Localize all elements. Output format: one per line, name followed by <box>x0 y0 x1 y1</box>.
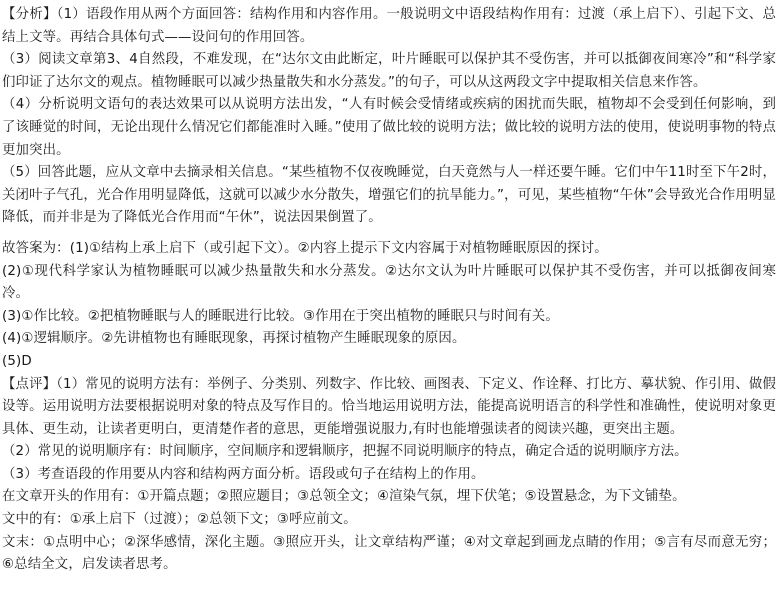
section-gap <box>2 230 776 238</box>
analysis-line-1: （1）语段作用从两个方面回答：结构作用和内容作用。一般说明文中语段结构作用有：过渡（承上启下）、引起下文、总结上文等。再结合具体句式——设问句的作用回答。 <box>2 7 776 45</box>
comment-paragraph-6: 文末：①点明中心；②深华感情，深化主题。③照应开头，让文章结构严谨；④对文章起到画龙点睛的作用；⑤言有尽而意无穷；⑥总结全文，启发读者思考。 <box>2 534 776 573</box>
comment-paragraph-5: 文中的有：①承上启下（过渡）；②总领下文；③呼应前文。 <box>2 512 357 528</box>
analysis-paragraph-4: （4）分析说明文语句的表达效果可以从说明方法出发，“人有时候会受情绪或疾病的困扰而失眠，植物却不会受到任何影响，到了该睡觉的时间，无论出现什么情况它们都能准时入睡。”使用了做比较的说明方法；做比较的说明方法的使用，使说明事物的特点更加突出。 <box>2 97 776 158</box>
answer-line-1: 故答案为：(1)①结构上承上启下（或引起下文）。②内容上提示下文内容属于对植物睡眠原因的探讨。 <box>2 240 608 256</box>
analysis-heading: 【分析】 <box>2 7 57 22</box>
comment-paragraph-3: （3）考查语段的作用要从内容和结构两方面分析。语段或句子在结构上的作用。 <box>2 466 485 482</box>
comment-paragraph-4: 在文章开头的作用有：①开篇点题；②照应题目；③总领全文；④渲染气氛，埋下伏笔；⑤设置悬念，为下文铺垫。 <box>2 489 686 505</box>
analysis-paragraph-1 <box>2 4 776 49</box>
comment-heading: 【点评】 <box>2 376 57 392</box>
answer-line-5: (5)D <box>2 353 32 369</box>
solution-document <box>2 4 776 577</box>
answer-line-3: (3)①作比较。②把植物睡眠与人的睡眠进行比较。③作用在于突出植物的睡眠只与时间有关。 <box>2 308 559 324</box>
analysis-paragraph-3: （3）阅读文章第3、4自然段，不难发现，在“达尔文由此断定，叶片睡眠可以保护其不受伤害，并可以抵御夜间寒冷”和“科学家们印证了达尔文的观点。植物睡眠可以减少热量散失和水分蒸发。”的句子，可以从这两段文字中提取相关信息来作答。 <box>2 52 776 90</box>
comment-paragraph-1 <box>2 374 776 442</box>
answer-line-4: (4)①逻辑顺序。②先讲植物也有睡眠现象，再探讨植物产生睡眠现象的原因。 <box>2 331 466 347</box>
answer-line-2: (2)①现代科学家认为植物睡眠可以减少热量散失和水分蒸发。②达尔文认为叶片睡眠可以保护其不受伤害，并可以抵御夜间寒冷。 <box>2 263 776 302</box>
analysis-paragraph-5: （5）回答此题，应从文章中去摘录相关信息。“某些植物不仅夜晚睡觉，白天竟然与人一样还要午睡。它们中午11时至下午2时，关闭叶子气孔，光合作用明显降低，这就可以减少水分散失，增强它们的抗旱能力。”，可见，某些植物“午休”会导致光合作用明显降低，而并非是为了降低光合作用而“午休”，说法因果倒置了。 <box>2 165 776 226</box>
comment-paragraph-2: （2）常见的说明顺序有：时间顺序，空间顺序和逻辑顺序，把握不同说明顺序的特点，确定合适的说明顺序方法。 <box>2 444 688 460</box>
comment-line-1: （1）常见的说明方法有：举例子、分类别、列数字、作比较、画图表、下定义、作诠释、打比方、摹状貌、作引用、做假设等。运用说明方法要根据说明对象的特点及写作目的。恰当地运用说明方法，能提高说明语言的科学性和准确性，使说明对象更具体、更生动，让读者更明白，更清楚作者的意思，更能增强说服力,有时也能增强读者的阅读兴趣，更突出主题。 <box>2 376 776 437</box>
